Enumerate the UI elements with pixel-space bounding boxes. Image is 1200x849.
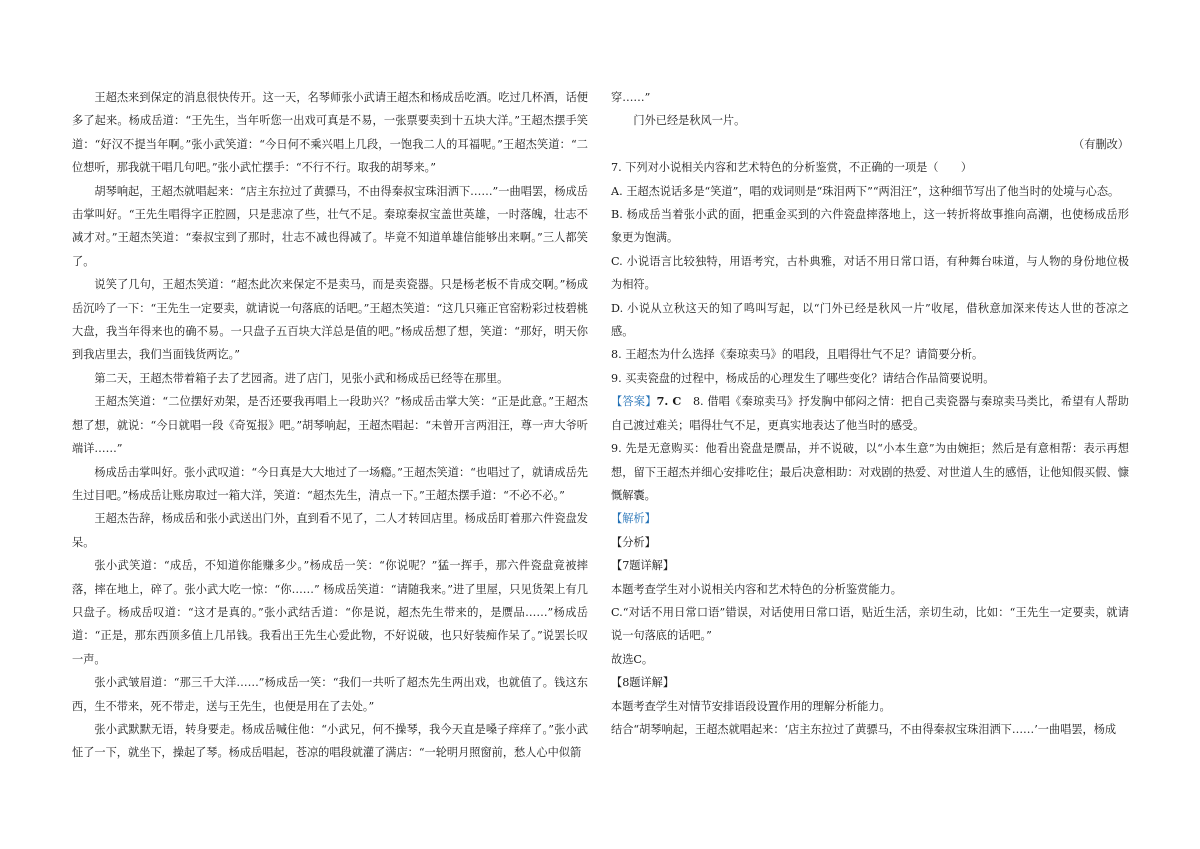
story-paragraph: 胡琴响起，王超杰就唱起来：“店主东拉过了黄骠马，不由得秦叔宝珠泪洒下……”一曲唱罢，杨成岳击掌叫好。“王先生唱得字正腔圆，只是悲凉了些，壮气不足。秦琼秦叔宝盖世英雄，一时落魄，壮志不减才对。”王超杰笑道：“秦叔宝到了那时，壮志不减也得减了。毕竟不知道单雄信能够出来啊。”三人都笑了。 (72, 184, 588, 268)
analysis-tag: 【解析】 (611, 512, 656, 526)
question-7: 7. 下列对小说相关内容和艺术特色的分析鉴赏，不正确的一项是（ ） (611, 161, 973, 175)
analysis-heading: 【分析】 (611, 535, 656, 549)
option-d: D. 小说从立秋这天的知了鸣叫写起，以“门外已经是秋风一片”收尾，借秋意加深来传达人世的苍凉之感。 (611, 301, 1129, 339)
detail-7-text: 故选C。 (611, 652, 654, 666)
option-c: C. 小说语言比较独特，用语考究，古朴典雅，对话不用日常口语，有种舞台味道，与人物的身份地位极为相符。 (611, 254, 1129, 292)
story-end-line: 穿……” (611, 91, 651, 104)
questions-column (611, 86, 1129, 741)
detail-7-heading: 【7题详解】 (611, 559, 675, 573)
answer-9: 9. 先是无意购买：他看出瓷盘是赝品，并不说破，以“小本生意”为由婉拒；然后是有意相帮：表示再想想，留下王超杰并细心安排吃住；最后决意相助：对戏剧的热爱、对世道人生的感悟，让他知假买假、慷慨解囊。 (611, 442, 1129, 502)
story-paragraph: 杨成岳击掌叫好。张小武叹道：“今日真是大大地过了一场瘾。”王超杰笑道：“也唱过了，就请成岳先生过目吧。”杨成岳让账房取过一箱大洋，笑道：“超杰先生，清点一下。”王超杰摆手道：“不必不必。” (72, 465, 588, 502)
story-paragraph: 张小武笑道：“成岳，不知道你能赚多少。”杨成岳一笑：“你说呢？”猛一挥手，那六件瓷盘竟被摔落，摔在地上，碎了。张小武大吃一惊：“你……” 杨成岳笑道：“请随我来。”进了里屋，只见货架上有几只盘子。杨成岳叹道：“这才是真的。”张小武结舌道：“你是说，超杰先生带来的，是赝品……”杨成岳道：“正是，那东西顶多值上几吊钱。我看出王先生心爱此物，不好说破，也只好装痴作呆了。”说罢长叹一声。 (72, 559, 588, 666)
story-paragraph: 说笑了几句，王超杰笑道：“超杰此次来保定不是卖马，而是卖瓷器。只是杨老板不肯成交啊。”杨成岳沉吟了一下：“王先生一定要卖，就请说一句落底的话吧。”王超杰笑道：“这几只雍正官窑粉彩过枝碧桃大盘，我当年得来也的确不易。一只盘子五百块大洋总是值的吧。”杨成岳想了想，笑道：“那好，明天你到我店里去，我们当面钱货两讫。” (72, 278, 588, 362)
detail-7-text: C.“对话不用日常口语”错误，对话使用日常口语，贴近生活，亲切生动，比如：“王先生一定要卖，就请说一句落底的话吧。” (611, 605, 1129, 643)
question-9: 9. 买卖瓷盘的过程中，杨成岳的心理发生了哪些变化？请结合作品简要说明。 (611, 371, 995, 385)
story-paragraph: 王超杰告辞，杨成岳和张小武送出门外，直到看不见了，二人才转回店里。杨成岳盯着那六件瓷盘发呆。 (72, 512, 588, 549)
story-last-line: 门外已经是秋风一片。 (633, 114, 746, 128)
story-column (72, 86, 588, 765)
answer-7: 7. C (656, 394, 682, 409)
detail-7-text: 本题考查学生对小说相关内容和艺术特色的分析鉴赏能力。 (611, 582, 902, 596)
story-paragraph: 张小武皱眉道：“那三千大洋……”杨成岳一笑：“我们一共听了超杰先生两出戏，也就值了。钱这东西，生不带来，死不带走，送与王先生，也便是用在了去处。” (72, 676, 588, 713)
answer-tag: 【答案】 (611, 395, 657, 409)
detail-8-text: 结合“胡琴响起，王超杰就唱起来：‘店主东拉过了黄骠马，不由得秦叔宝珠泪洒下……’一曲唱罢，杨成 (611, 722, 1117, 736)
detail-8-text: 本题考查学生对情节安排语段设置作用的理解分析能力。 (611, 699, 891, 713)
story-paragraph: 王超杰来到保定的消息很快传开。这一天，名琴师张小武请王超杰和杨成岳吃酒。吃过几杯酒，话便多了起来。杨成岳道：“王先生，当年听您一出戏可真是不易，一张票要卖到十五块大洋。”王超杰摆手笑道：“好汉不提当年啊。”张小武笑道：“今日何不乘兴唱上几段，一饱我二人的耳福呢。”王超杰笑道：“二位想听，那我就干唱几句吧。”张小武忙摆手：“不行不行。取我的胡琴来。” (72, 91, 588, 175)
answer-8: 8. 借唱《秦琼卖马》抒发胸中郁闷之情：把自己卖瓷器与秦琼卖马类比，希望有人帮助自己渡过难关；唱得壮气不足，更真实地表达了他当时的感受。 (611, 395, 1129, 432)
story-paragraph: 第二天，王超杰带着箱子去了艺园斋。进了店门，见张小武和杨成岳已经等在那里。 (94, 371, 509, 385)
detail-8-heading: 【8题详解】 (611, 676, 675, 690)
story-paragraph: 张小武默默无语，转身要走。杨成岳喊住他：“小武兄，何不操琴，我今天直是嗓子痒痒了。”张小武怔了一下，就坐下，操起了琴。杨成岳唱起，苍凉的唱段就灌了满店：“一轮明月照窗前，愁人心中似箭 (72, 722, 588, 760)
question-8: 8. 王超杰为什么选择《秦琼卖马》的唱段，且唱得壮气不足？请简要分析。 (611, 348, 984, 362)
answer-line (611, 390, 1129, 437)
option-b: B. 杨成岳当着张小武的面，把重金买到的六件瓷盘摔落地上，这一转折将故事推向高潮，也使杨成岳形象更为饱满。 (611, 208, 1129, 245)
source-note: （有删改） (1073, 137, 1129, 151)
option-a: A. 王超杰说话多是“笑道”，唱的戏词则是“珠泪两下”“两泪汪”，这种细节写出了他当时的处境与心态。 (611, 184, 1120, 198)
story-paragraph: 王超杰笑道：“二位摆好劝架，是否还要我再唱上一段助兴？”杨成岳击掌大笑：“正是此意。”王超杰想了想，就说：“今日就唱一段《奇冤报》吧。”胡琴响起，王超杰唱起：“未曾开言两泪汪，尊一声大爷听端详……” (72, 395, 588, 456)
